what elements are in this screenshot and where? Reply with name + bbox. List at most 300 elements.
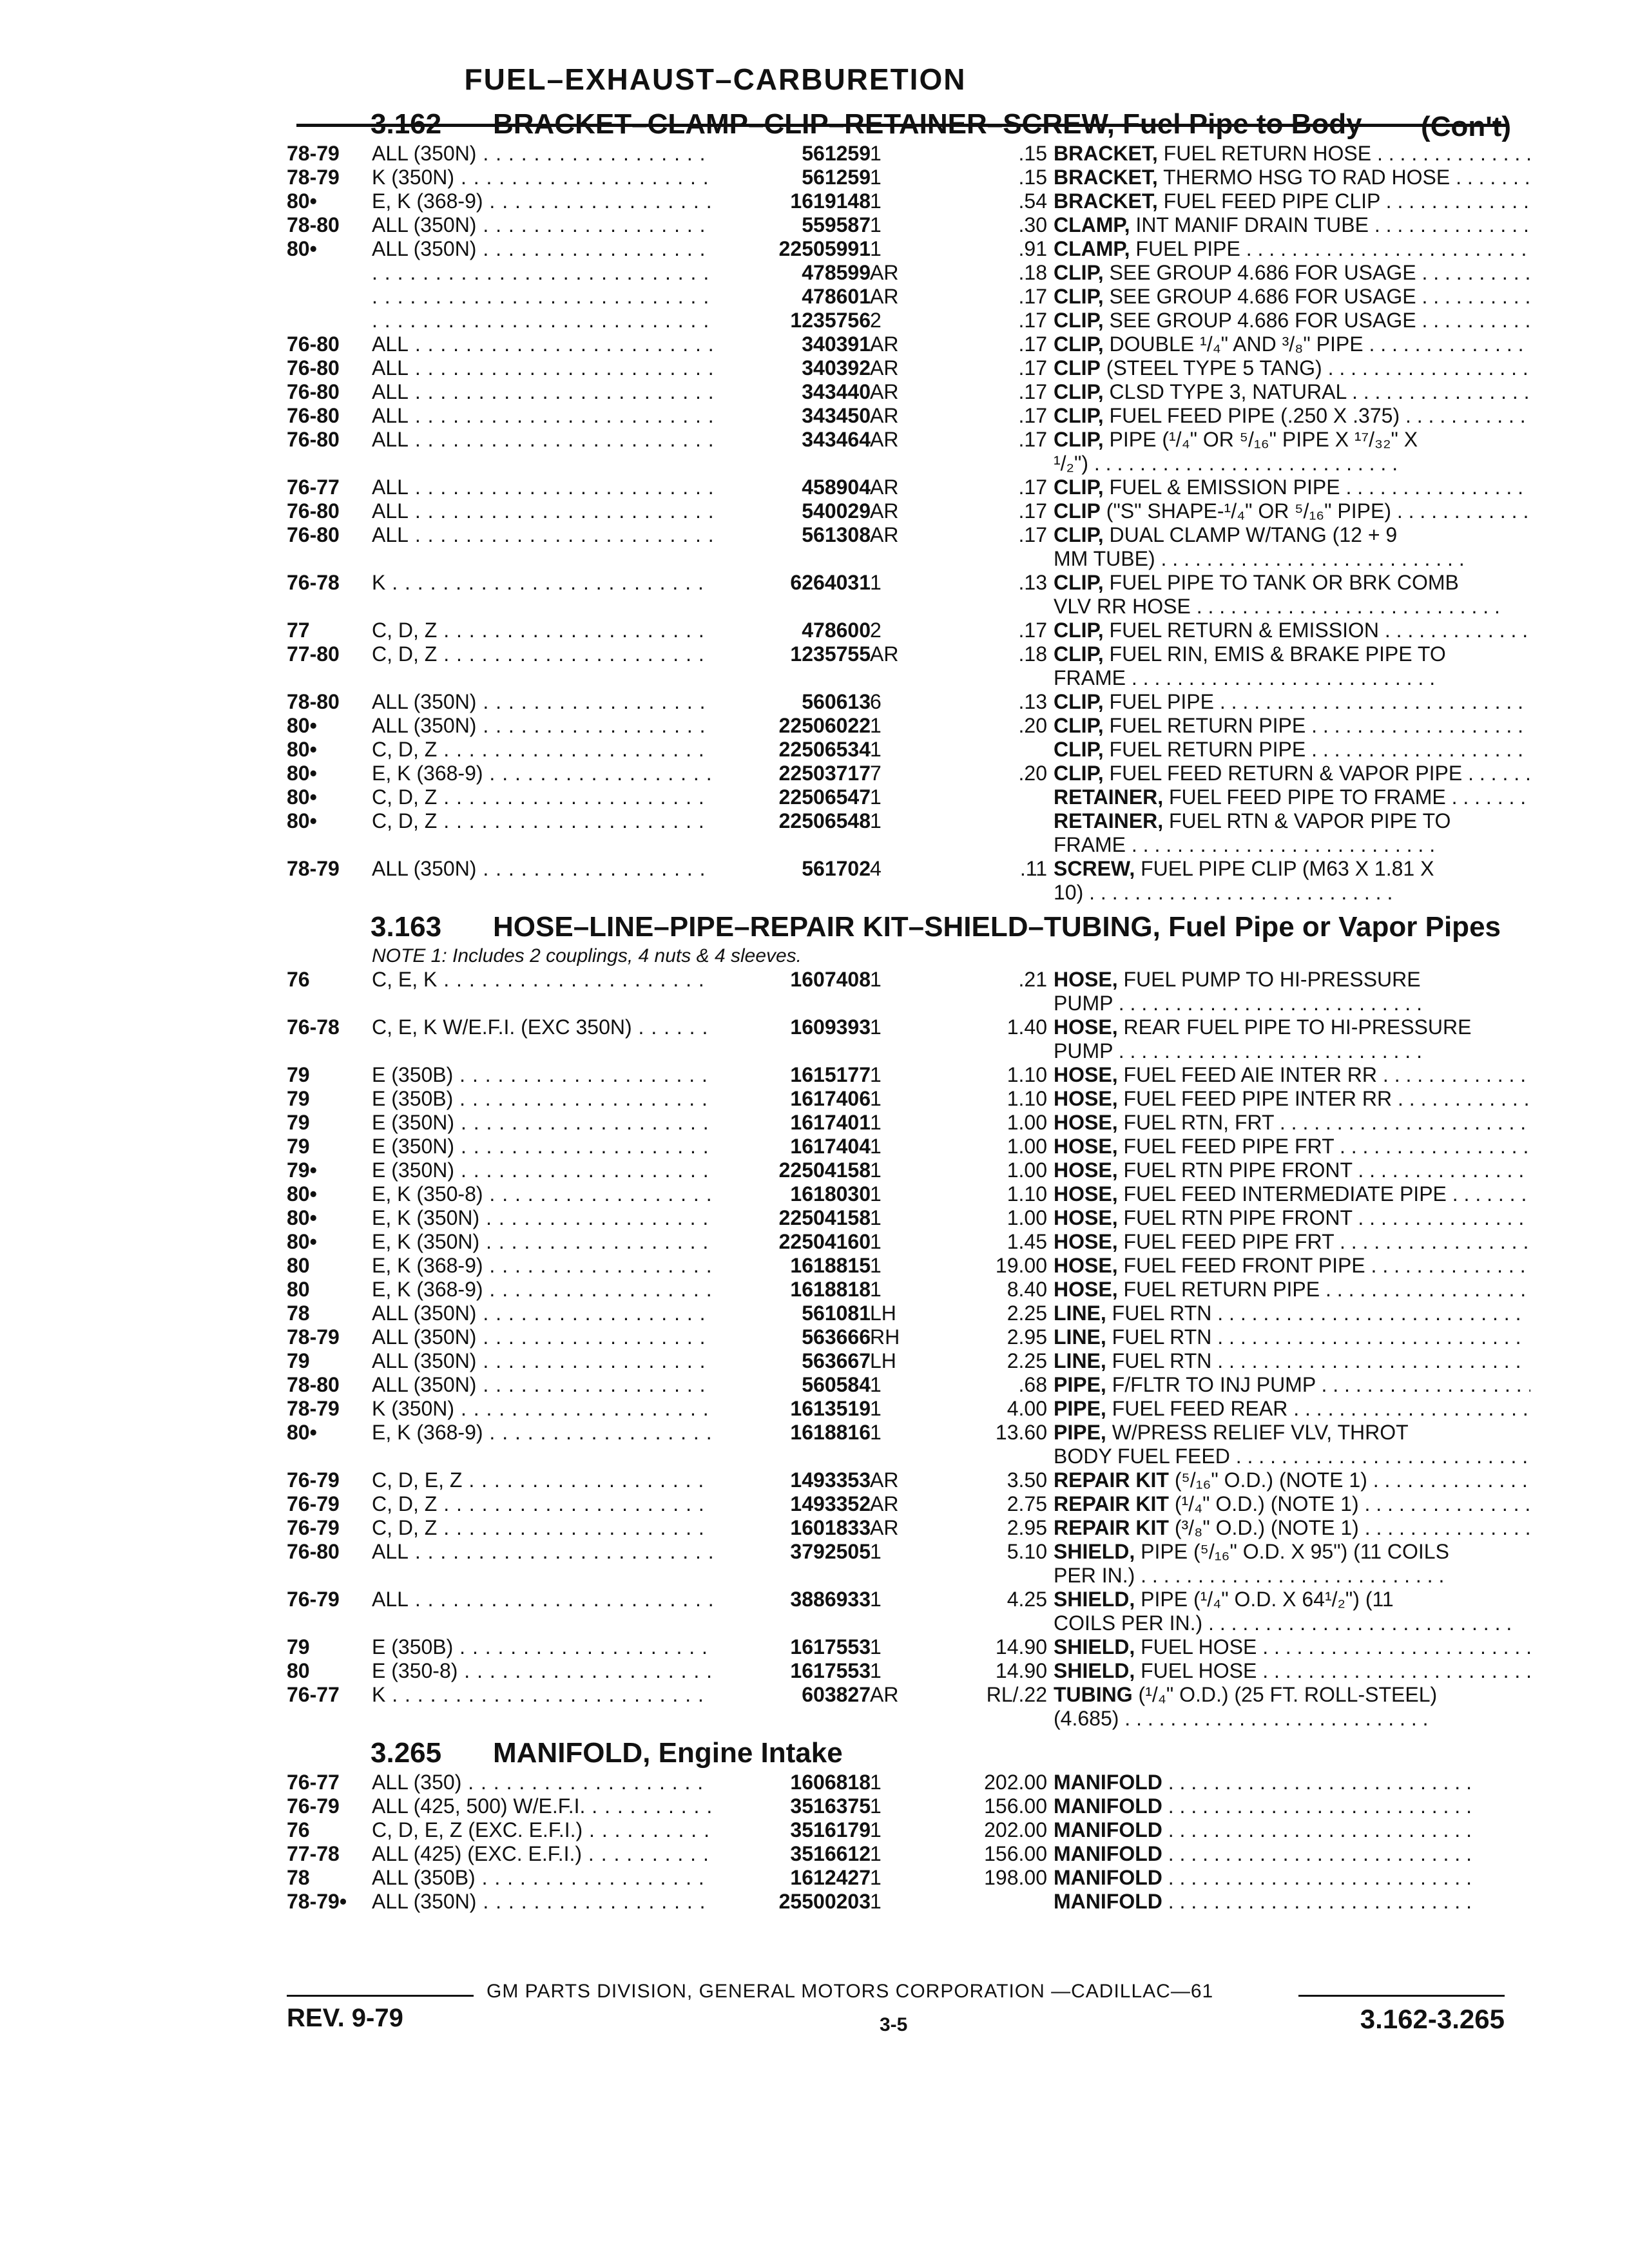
section-title-main: MANIFOLD, [493,1737,659,1769]
price: 14.90 [995,1659,1047,1682]
part-name: CLAMP, [1054,213,1130,236]
price: 156.00 [984,1842,1047,1865]
part-row [287,142,1524,166]
model-year: 76-78 [287,571,340,594]
section-subtitle: Fuel Pipe or Vapor Pipes [1168,911,1501,943]
quantity: 1 [870,1659,882,1682]
description-line [1054,499,1530,523]
section-number: 3.163 [371,911,442,943]
quantity: 1 [870,785,882,809]
description-line [1054,1468,1530,1492]
part-row [287,1158,1524,1182]
part-detail: FUEL FEED PIPE FRT [1123,1230,1335,1253]
part-number: 343464 [712,428,871,452]
part-detail: FUEL FEED PIPE TO FRAME [1168,785,1446,809]
part-name: HOSE, [1054,1063,1118,1086]
part-row [287,166,1524,189]
quantity: 1 [870,189,882,213]
part-name: MANIFOLD [1054,1842,1162,1865]
part-row [287,1421,1524,1468]
description-line [1054,428,1530,452]
part-description [1054,523,1530,571]
part-number: 6264031 [712,571,871,595]
part-row [287,1230,1524,1254]
part-name: CLIP [1054,499,1101,523]
section-range: 3.162-3.265 [1360,2004,1505,2034]
model-application: E (350B) . . . [372,1635,810,1659]
description-line [1054,1842,1530,1866]
quantity: AR [870,523,899,546]
model-year: 78-79 [287,142,340,165]
quantity: 2 [870,619,882,642]
quantity: 1 [870,1771,882,1794]
description-line [1054,1111,1530,1135]
description-line [1054,1278,1530,1302]
quantity: AR [870,1516,899,1539]
section-title [493,911,1501,943]
part-detail: FUEL PIPE [1109,690,1214,713]
part-number: 3516612 [712,1842,871,1866]
model-year: 78-79 [287,1325,340,1349]
part-row [287,1492,1524,1516]
part-detail: FUEL RETURN HOSE [1163,142,1372,165]
part-description [1054,332,1530,356]
price: 1.40 [1007,1015,1047,1039]
part-row [287,1794,1524,1818]
part-row [287,738,1524,762]
quantity: AR [870,285,899,308]
part-description [1054,809,1530,857]
part-detail-continued: PUMP . . . [1054,992,1530,1015]
model-year: 78-79 [287,166,340,189]
part-description [1054,404,1530,428]
part-number: 343440 [712,380,871,404]
description-line [1054,1015,1530,1039]
model-application: ALL . . . [372,404,810,428]
part-number: 1493353 [712,1468,871,1492]
section-subtitle: Engine Intake [658,1737,843,1769]
part-detail-continued: PUMP . . . [1054,1039,1530,1063]
part-row [287,714,1524,738]
description-line [1054,785,1530,809]
part-row [287,1349,1524,1373]
part-name: SHIELD, [1054,1635,1135,1658]
description-line [1054,1158,1530,1182]
part-number: 1619148 [712,189,871,213]
price: .17 [1018,404,1047,427]
part-detail-continued: MM TUBE) . . . [1054,547,1530,571]
model-year: 78-79• [287,1890,347,1913]
part-number: 478600 [712,619,871,642]
part-detail-continued: COILS PER IN.) . . . [1054,1611,1530,1635]
revision-label: REV. 9-79 [287,2004,403,2032]
part-description [1054,1254,1530,1278]
model-application: K (350N) . . . [372,1397,810,1421]
description-line [1054,1516,1530,1540]
part-detail: FUEL RTN PIPE FRONT [1123,1158,1353,1182]
quantity: 1 [870,1818,882,1841]
model-year: 80• [287,1421,317,1444]
description-line [1054,356,1530,380]
description-line [1054,1373,1530,1397]
part-row [287,1659,1524,1683]
part-detail: FUEL RTN [1112,1349,1212,1372]
part-description [1054,356,1530,380]
model-year: 79 [287,1087,310,1110]
model-year: 80 [287,1278,310,1301]
model-year: 79 [287,1135,310,1158]
model-application: ALL (350N) . . . [372,213,810,237]
part-number: 478601 [712,285,871,309]
model-application: ALL . . . [372,476,810,499]
model-year: 80• [287,189,317,213]
quantity: 1 [870,738,882,761]
price: RL/.22 [986,1683,1047,1706]
part-number: 560613 [712,690,871,714]
description-line [1054,1635,1530,1659]
part-number: 561308 [712,523,871,547]
quantity: 1 [870,1015,882,1039]
description-line [1054,809,1530,833]
model-application: C, E, K . . . [372,968,810,992]
part-row [287,1842,1524,1866]
part-description [1054,1866,1530,1890]
model-year: 80 [287,1254,310,1277]
part-name: HOSE, [1054,1230,1118,1253]
description-line [1054,189,1530,213]
part-name: CLIP, [1054,309,1104,332]
part-description [1054,1421,1530,1468]
part-description [1054,1325,1530,1349]
part-name: CLIP, [1054,619,1104,642]
part-name: MANIFOLD [1054,1818,1162,1841]
quantity: AR [870,404,899,427]
model-year: 80• [287,785,317,809]
quantity: 1 [870,1794,882,1818]
part-name: MANIFOLD [1054,1794,1162,1818]
part-description [1054,968,1530,1015]
part-row [287,1278,1524,1302]
part-detail: (³/₈" O.D.) (NOTE 1) [1174,1516,1359,1539]
model-application: K . . . [372,1683,810,1707]
description-line [1054,380,1530,404]
description-line [1054,762,1530,785]
model-application: ALL (350) . . . [372,1771,810,1794]
quantity: 1 [870,237,882,260]
description-line [1054,1659,1530,1683]
model-application: E (350B) . . . [372,1087,810,1111]
model-application: C, E, K W/E.F.I. (EXC 350N) . . . [372,1015,810,1039]
part-number: 22506548 [712,809,871,833]
description-line [1054,1325,1530,1349]
description-line [1054,690,1530,714]
model-application: ALL (350N) . . . [372,1349,810,1373]
part-detail: FUEL PIPE TO TANK OR BRK COMB [1109,571,1459,594]
part-detail: FUEL FEED AIE INTER RR [1123,1063,1378,1086]
part-row [287,404,1524,428]
model-year: 80• [287,738,317,761]
model-application: ALL (350N) . . . [372,714,810,738]
part-row [287,968,1524,1015]
part-number: 458904 [712,476,871,499]
part-name: HOSE, [1054,1015,1118,1039]
footer-company: GM PARTS DIVISION, GENERAL MOTORS CORPORATION —CADILLAC—61 [487,1981,1214,2002]
part-description [1054,142,1530,166]
model-year: 80• [287,714,317,737]
description-line [1054,1254,1530,1278]
description-line [1054,1492,1530,1516]
part-row [287,1771,1524,1794]
model-year: 77-80 [287,642,340,666]
part-name: REPAIR KIT [1054,1516,1169,1539]
price: 1.45 [1007,1230,1047,1253]
part-description [1054,1349,1530,1373]
part-row [287,1063,1524,1087]
model-year: 79• [287,1158,317,1182]
part-name: TUBING [1054,1683,1133,1706]
model-year: 76-79 [287,1516,340,1539]
part-name: CLAMP, [1054,237,1130,260]
part-name: CLIP, [1054,762,1104,785]
price: 156.00 [984,1794,1047,1818]
part-name: MANIFOLD [1054,1866,1162,1889]
price: 14.90 [995,1635,1047,1658]
part-row [287,213,1524,237]
model-year: 76-79 [287,1492,340,1515]
part-number: 22506022 [712,714,871,738]
price: 4.00 [1007,1397,1047,1420]
part-name: SHIELD, [1054,1540,1135,1563]
price: 13.60 [995,1421,1047,1444]
part-description [1054,1635,1530,1659]
quantity: 1 [870,1588,882,1611]
part-detail: FUEL RETURN PIPE [1123,1278,1320,1301]
price: .68 [1018,1373,1047,1396]
part-description [1054,1683,1530,1731]
part-description [1054,499,1530,523]
part-detail-continued: ¹/₂") . . . [1054,452,1530,476]
model-year: 80• [287,1182,317,1206]
model-year: 76-80 [287,499,340,523]
part-number: 1606818 [712,1771,871,1794]
description-line [1054,968,1530,992]
quantity: 4 [870,857,882,880]
part-description [1054,1397,1530,1421]
part-name: CLIP, [1054,523,1104,546]
section-subtitle: Fuel Pipe to Body [1123,108,1362,140]
price: .13 [1018,571,1047,594]
price: 202.00 [984,1771,1047,1794]
model-application: K (350N) . . . [372,166,810,189]
price: .17 [1018,380,1047,403]
model-application: E, K (350-8) . . . [372,1182,810,1206]
part-detail: FUEL RTN [1112,1325,1212,1349]
part-detail: DOUBLE ¹/₄" AND ³/₈" PIPE [1109,332,1364,356]
part-number: 22504158 [712,1206,871,1230]
model-year: 76-80 [287,332,340,356]
part-row [287,1890,1524,1914]
part-description [1054,1890,1530,1914]
price: .17 [1018,285,1047,308]
part-name: CLIP, [1054,571,1104,594]
price: .17 [1018,332,1047,356]
price: 1.00 [1007,1206,1047,1229]
model-application: ALL . . . [372,428,810,452]
part-detail: PIPE (⁵/₁₆" O.D. X 95") (11 COILS [1141,1540,1449,1563]
part-number: 1612427 [712,1866,871,1890]
part-number: 563666 [712,1325,871,1349]
model-application: C, D, E, Z (EXC. E.F.I.) . . . [372,1818,810,1842]
description-line [1054,213,1530,237]
description-line [1054,142,1530,166]
price: .17 [1018,523,1047,546]
price: 2.95 [1007,1516,1047,1539]
part-description [1054,261,1530,285]
part-row [287,1373,1524,1397]
part-number: 603827 [712,1683,871,1707]
part-description [1054,237,1530,261]
part-row [287,356,1524,380]
description-line [1054,1540,1530,1564]
description-line [1054,857,1530,881]
part-detail: FUEL RETURN PIPE [1109,714,1306,737]
page-header [296,27,1585,96]
part-name: HOSE, [1054,1278,1118,1301]
part-name: HOSE, [1054,1182,1118,1206]
description-line [1054,1588,1530,1611]
part-number: 540029 [712,499,871,523]
footer-rule-right [1298,1995,1505,1997]
model-year: 78-80 [287,213,340,236]
part-row [287,571,1524,619]
quantity: 1 [870,1135,882,1158]
part-number: 563667 [712,1349,871,1373]
description-line [1054,1818,1530,1842]
quantity: 1 [870,1890,882,1913]
model-application: ALL . . . [372,1540,810,1564]
quantity: LH [870,1302,896,1325]
part-detail-continued: (4.685) . . . [1054,1707,1530,1731]
part-number: 1618818 [712,1278,871,1302]
part-description [1054,1230,1530,1254]
price: .18 [1018,642,1047,666]
model-year: 76 [287,968,310,991]
description-line [1054,1890,1530,1914]
description-line [1054,1087,1530,1111]
part-number: 3516179 [712,1818,871,1842]
description-line [1054,1230,1530,1254]
price: .17 [1018,356,1047,380]
part-name: BRACKET, [1054,189,1158,213]
part-detail: FUEL & EMISSION PIPE [1109,476,1340,499]
part-description [1054,1087,1530,1111]
description-line [1054,523,1530,547]
section-note: NOTE 1: Includes 2 couplings, 4 nuts & 4 sleeves. [372,945,802,966]
price: 2.95 [1007,1325,1047,1349]
page-title: FUEL–EXHAUST–CARBURETION [464,62,967,96]
quantity: 1 [870,1111,882,1134]
part-detail-continued: FRAME . . . [1054,666,1530,690]
part-number: 1613519 [712,1397,871,1421]
part-name: RETAINER, [1054,785,1164,809]
model-application: C, D, E, Z . . . [372,1468,810,1492]
quantity: 1 [870,1397,882,1420]
part-number: 1615177 [712,1063,871,1087]
part-name: SCREW, [1054,857,1135,880]
part-row [287,261,1524,285]
page-number: 3-5 [880,2014,908,2035]
price: .17 [1018,428,1047,451]
model-application: ALL . . . [372,523,810,547]
model-year: 78 [287,1302,310,1325]
part-number: 1618030 [712,1182,871,1206]
part-detail-continued: VLV RR HOSE . . . [1054,595,1530,619]
price: .17 [1018,476,1047,499]
part-row [287,1635,1524,1659]
part-description [1054,1794,1530,1818]
part-number: 3516375 [712,1794,871,1818]
price: 5.10 [1007,1540,1047,1563]
model-year: 78-79 [287,857,340,880]
part-row [287,1135,1524,1158]
part-description [1054,690,1530,714]
quantity: 1 [870,1254,882,1277]
part-name: HOSE, [1054,1087,1118,1110]
model-year: 79 [287,1111,310,1134]
section-number: 3.265 [371,1737,442,1769]
part-row [287,1302,1524,1325]
part-description [1054,1771,1530,1794]
part-name: PIPE, [1054,1397,1106,1420]
part-detail: REAR FUEL PIPE TO HI-PRESSURE [1123,1015,1472,1039]
model-year: 76-79 [287,1468,340,1492]
quantity: 1 [870,1540,882,1563]
part-row [287,1683,1524,1731]
part-description [1054,762,1530,785]
model-application: C, D, Z . . . [372,1492,810,1516]
description-line [1054,1135,1530,1158]
model-application: E (350B) . . . [372,1063,810,1087]
model-application: E (350N) . . . [372,1135,810,1158]
part-description [1054,785,1530,809]
part-description [1054,380,1530,404]
quantity: AR [870,428,899,451]
part-detail: PIPE (¹/₄" O.D. X 64¹/₂") (11 [1141,1588,1394,1611]
model-year: 76-79 [287,1794,340,1818]
part-name: MANIFOLD [1054,1890,1162,1913]
description-line [1054,332,1530,356]
model-year: 78 [287,1866,310,1889]
part-row [287,428,1524,476]
price: 2.25 [1007,1349,1047,1372]
part-detail: FUEL RTN [1112,1302,1212,1325]
quantity: 1 [870,213,882,236]
part-detail: FUEL RTN, FRT [1123,1111,1274,1134]
part-name: RETAINER, [1054,809,1164,832]
part-number: 1618815 [712,1254,871,1278]
part-number: 22506534 [712,738,871,762]
part-row [287,857,1524,905]
part-number: 560584 [712,1373,871,1397]
model-application: E (350-8) . . . [372,1659,810,1683]
part-name: CLIP, [1054,642,1104,666]
quantity: AR [870,356,899,380]
model-year: 76-77 [287,1771,340,1794]
model-year: 76-78 [287,1015,340,1039]
description-line [1054,404,1530,428]
price: .54 [1018,189,1047,213]
part-description [1054,857,1530,905]
